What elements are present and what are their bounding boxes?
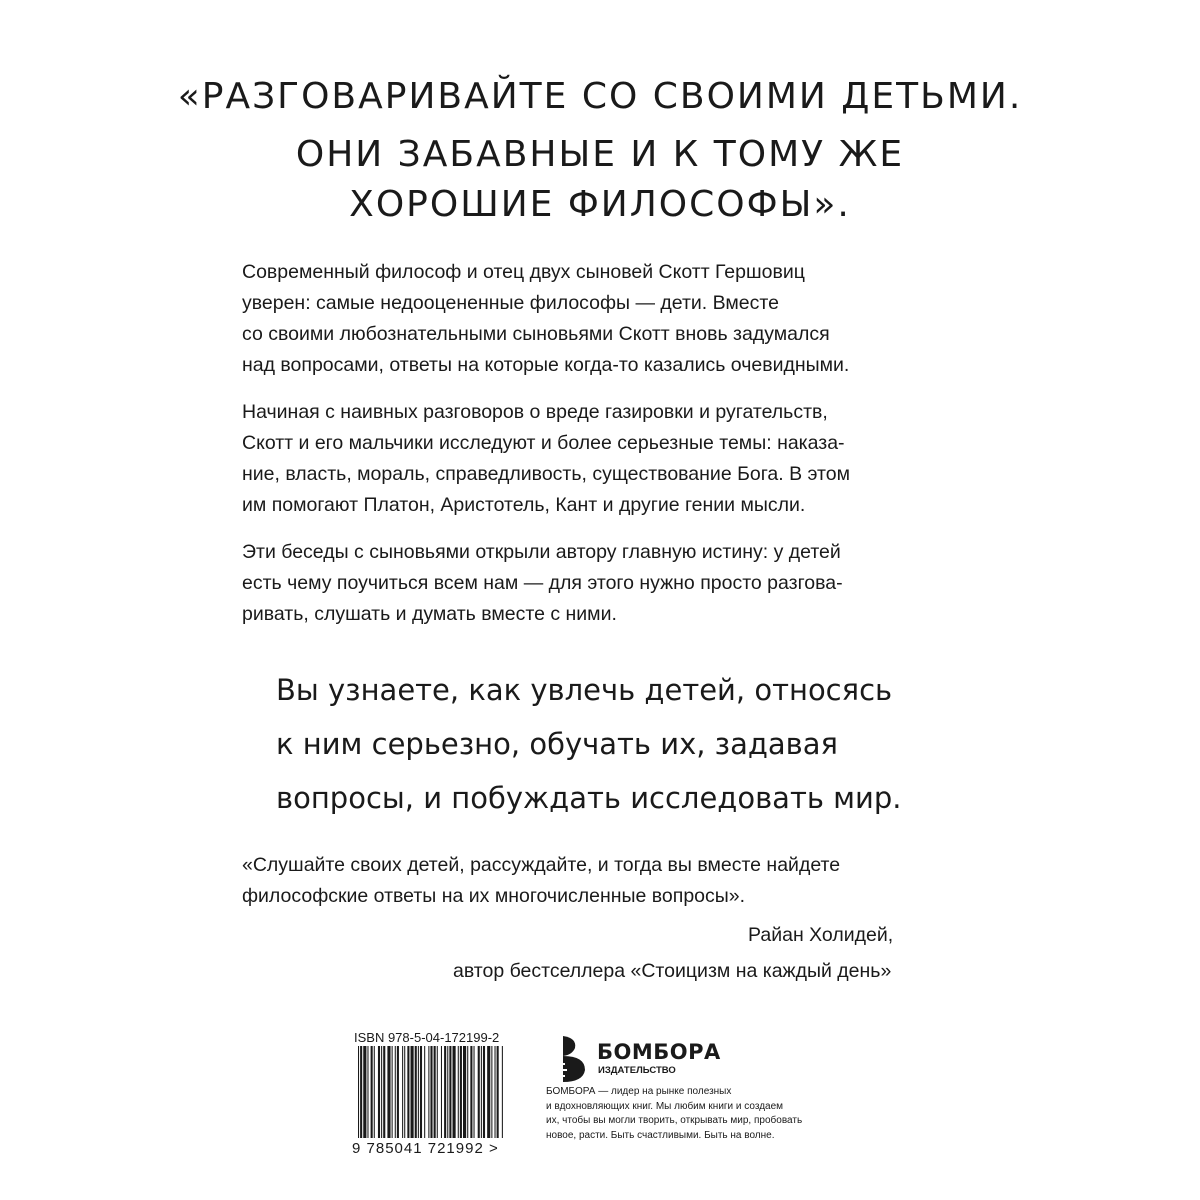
barcode-bar [428, 1046, 429, 1138]
barcode-bar [497, 1046, 499, 1138]
publisher-subtitle: ИЗДАТЕЛЬСТВО [598, 1065, 676, 1076]
barcode-bar [453, 1046, 456, 1138]
barcode-bar [404, 1046, 405, 1138]
barcode-bar [481, 1046, 482, 1138]
text-line: есть чему поучиться всем нам — для этого нужно просто разгова- [242, 572, 843, 594]
barcode-bar [367, 1046, 368, 1138]
barcode-bar [392, 1046, 393, 1138]
text-line: уверен: самые недооцененные философы — дети. Вместе [242, 292, 779, 314]
barcode-bar [434, 1046, 436, 1138]
publisher-note [546, 1085, 866, 1143]
barcode-bar [411, 1046, 414, 1138]
barcode-bar [378, 1046, 380, 1138]
barcode-bar [360, 1046, 362, 1138]
isbn-barcode-block [352, 1030, 512, 1160]
isbn-label: ISBN 978-5-04-172199-2 [354, 1030, 500, 1045]
text-line: ривать, слушать и думать вместе с ними. [242, 603, 617, 625]
text-line: «Слушайте своих детей, рассуждайте, и тогда вы вместе найдете [242, 854, 841, 876]
text-line: к ним серьезно, обучать их, задавая [276, 727, 838, 761]
testimonial-quote [242, 850, 982, 912]
description-paragraph-3 [242, 537, 982, 630]
barcode-bar [415, 1046, 417, 1138]
barcode-bar [397, 1046, 399, 1138]
text-line: Современный философ и отец двух сыновей Скотт Гершовиц [242, 261, 805, 283]
barcode-bar [407, 1046, 409, 1138]
text-line: ние, власть, мораль, справедливость, существование Бога. В этом [242, 463, 850, 485]
barcode-bar [467, 1046, 468, 1138]
barcode-bar [491, 1046, 492, 1138]
barcode-bar [495, 1046, 496, 1138]
barcode-bar [430, 1046, 432, 1138]
text-line: со своими любознательными сыновьями Скотт вновь задумался [242, 323, 830, 345]
barcode-bar [478, 1046, 480, 1138]
text-line: вопросы, и побуждать исследовать мир. [276, 781, 902, 815]
barcode-bar [487, 1046, 490, 1138]
barcode-bar [358, 1046, 359, 1138]
barcode-bar [374, 1046, 375, 1138]
barcode-bar [381, 1046, 382, 1138]
text-line: Скотт и его мальчики исследуют и более серьезные темы: наказа- [242, 432, 845, 454]
barcode-digits: 9 785041 721992 > [352, 1140, 499, 1157]
barcode-bar [460, 1046, 462, 1138]
text-line: Начиная с наивных разговоров о вреде газировки и ругательств, [242, 401, 828, 423]
barcode-bar [363, 1046, 366, 1138]
text-line: новое, расти. Быть счастливыми. Быть на волне. [546, 1129, 775, 1141]
barcode-bar [402, 1046, 403, 1138]
quote-author-description: автор бестселлера «Стоицизм на каждый день» [453, 960, 892, 982]
barcode-bar [458, 1046, 459, 1138]
quote-author-name: Райан Холидей, [748, 924, 894, 946]
description-paragraph-1 [242, 257, 982, 381]
barcode-bar [437, 1046, 438, 1138]
headline-line-1: «РАЗГОВАРИВАЙТЕ СО СВОИМИ ДЕТЬМИ. [177, 76, 1023, 117]
description-paragraph-2 [242, 397, 982, 521]
barcode-bar [449, 1046, 451, 1138]
text-line: Вы узнаете, как увлечь детей, относясь [276, 673, 893, 707]
barcode-bar [463, 1046, 466, 1138]
headline-line-2: ОНИ ЗАБАВНЫЕ И К ТОМУ ЖЕ [295, 134, 905, 175]
text-line: Эти беседы с сыновьями открыли автору главную истину: у детей [242, 541, 841, 563]
text-line: БОМБОРА — лидер на рынке полезных [546, 1086, 732, 1097]
headline-line-3: ХОРОШИЕ ФИЛОСОФЫ». [349, 184, 851, 225]
bombora-logo-icon [555, 1034, 593, 1084]
barcode-bar [441, 1046, 442, 1138]
barcode-bar [483, 1046, 485, 1138]
barcode-bar [420, 1046, 422, 1138]
barcode-bar [424, 1046, 425, 1138]
barcode-bar [444, 1046, 446, 1138]
publisher-name: БОМБОРА [597, 1040, 721, 1064]
text-line: их, чтобы вы могли творить, открывать мир, пробовать [546, 1115, 803, 1127]
barcode-bar [474, 1046, 475, 1138]
text-line: и вдохновляющих книг. Мы любим книги и создаем [546, 1100, 784, 1112]
barcode-bar [502, 1046, 503, 1138]
text-line: философские ответы на их многочисленные вопросы». [242, 885, 746, 907]
barcode-bar [470, 1046, 472, 1138]
barcode-bar [418, 1046, 419, 1138]
barcode-bar [383, 1046, 385, 1138]
barcode-bar [387, 1046, 390, 1138]
highlight-handwritten-text [276, 663, 956, 825]
barcode-icon [352, 1046, 508, 1140]
barcode-bar [395, 1046, 396, 1138]
barcode-bar [371, 1046, 373, 1138]
barcode-bar [447, 1046, 448, 1138]
text-line: над вопросами, ответы на которые когда-то казались очевидными. [242, 354, 850, 376]
text-line: им помогают Платон, Аристотель, Кант и другие гении мысли. [242, 494, 806, 516]
